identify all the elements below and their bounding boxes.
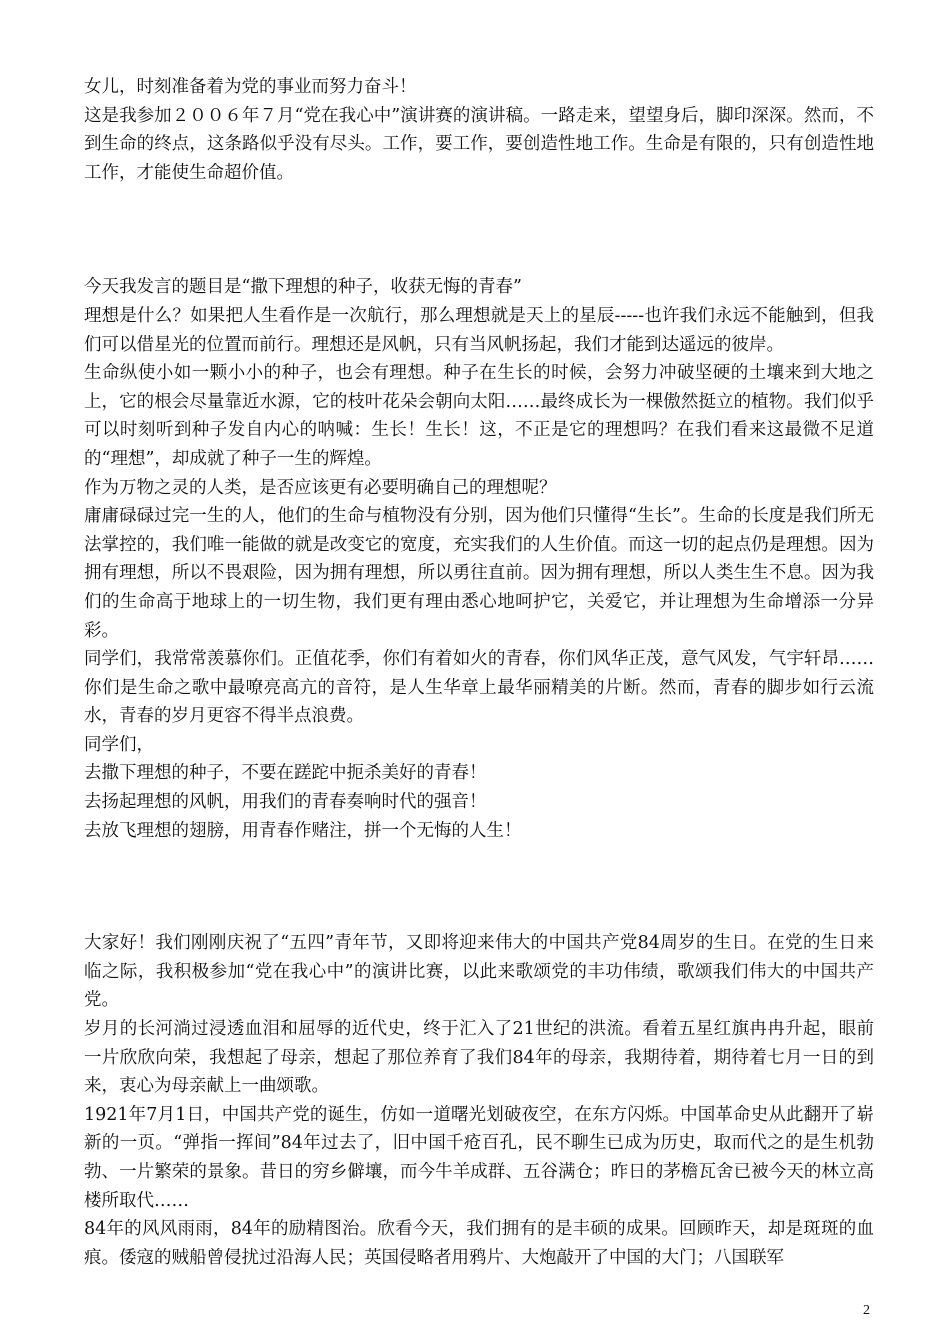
paragraph: 同学们，	[84, 734, 154, 755]
paragraph: 84年的风风雨雨，84年的励精图治。欣看今天，我们拥有的是丰硕的成果。回顾昨天，却是斑斑的血痕。倭寇的贼船曾侵扰过沿海人民；英国侵略者用鸦片、大炮敲开了中国的大门；八国联军	[84, 1219, 874, 1268]
paragraph: 女儿，时刻准备着为党的事业而努力奋斗！	[84, 77, 417, 97]
paragraph: 岁月的长河淌过浸透血泪和屈辱的近代史，终于汇入了21世纪的洪流。看着五星红旗冉冉升起，眼前一片欣欣向荣，我想起了母亲，想起了那位养育了我们84年的母亲，我期待着，期待着七月一日的到来，衷心为母亲献上一曲颂歌。	[84, 1019, 874, 1097]
paragraph: 理想是什么？如果把人生看作是一次航行，那么理想就是天上的星辰-----也许我们永远不能触到，但我们可以借星光的位置而前行。理想还是风帆，只有当风帆扬起，我们才能到达遥远的彼岸。	[84, 305, 874, 355]
paragraph: 去撒下理想的种子，不要在蹉跎中扼杀美好的青春！	[84, 763, 487, 784]
paragraph: 去扬起理想的风帆，用我们的青春奏响时代的强音！	[84, 792, 487, 813]
section-spacer	[84, 845, 874, 929]
document-body	[84, 73, 874, 1272]
paragraph: 同学们，我常常羡慕你们。正值花季，你们有着如火的青春，你们风华正茂，意气风发，气宇轩昂……你们是生命之歌中最嘹亮高亢的音符，是人生华章上最华丽精美的片断。然而，青春的脚步如行云流水，青春的岁月更容不得半点浪费。	[84, 649, 874, 727]
section-postscript	[84, 73, 874, 187]
paragraph: 1921年7月1日，中国共产党的诞生，仿如一道曙光划破夜空，在东方闪烁。中国革命史从此翻开了崭新的一页。“弹指一挥间”84年过去了，旧中国千疮百孔，民不聊生已成为历史，取而代之的是生机勃勃、一片繁荣的景象。昔日的穷乡僻壤，而今牛羊成群、五谷满仓；昨日的茅檐瓦舍已被今天的林立高楼所取代……	[84, 1104, 874, 1211]
page-number: 2	[863, 1303, 870, 1318]
paragraph: 生命纵使小如一颗小小的种子，也会有理想。种子在生长的时候，会努力冲破坚硬的土壤来到大地之上，它的根会尽量靠近水源，它的枝叶花朵会朝向太阳……最终成长为一棵傲然挺立的植物。我们似乎可以时刻听到种子发自内心的呐喊：生长！生长！这，不正是它的理想吗？在我们看来这最微不足道的“理想”，却成就了种子一生的辉煌。	[84, 363, 874, 469]
speech-title-line: 今天我发言的题目是“撒下理想的种子，收获无悔的青春”	[84, 277, 522, 298]
paragraph: 庸庸碌碌过完一生的人，他们的生命与植物没有分别，因为他们只懂得“生长”。生命的长度是我们所无法掌控的，我们唯一能做的就是改变它的宽度，充实我们的人生价值。而这一切的起点仍是理想。因为拥有理想，所以不畏艰险，因为拥有理想，所以勇往直前。因为拥有理想，所以人类生生不息。因为我们的生命高于地球上的一切生物，我们更有理由悉心地呵护它，关爱它，并让理想为生命增添一分异彩。	[84, 506, 874, 641]
paragraph: 作为万物之灵的人类，是否应该更有必要明确自己的理想呢？	[84, 477, 557, 498]
paragraph: 大家好！我们刚刚庆祝了“五四”青年节，又即将迎来伟大的中国共产党84周岁的生日。在党的生日来临之际，我积极参加“党在我心中”的演讲比赛，以此来歌颂党的丰功伟绩，歌颂我们伟大的中国共产党。	[84, 933, 874, 1011]
paragraph: 这是我参加２００６年７月“党在我心中”演讲赛的演讲稿。一路走来，望望身后，脚印深深。然而，不到生命的终点，这条路似乎没有尽头。工作，要工作，要创造性地工作。生命是有限的，只有创造性地工作，才能使生命超价值。	[84, 105, 874, 183]
section-speech-party	[84, 929, 874, 1272]
section-spacer	[84, 187, 874, 273]
section-speech-ideals	[84, 273, 874, 845]
paragraph: 去放飞理想的翅膀，用青春作赌注，拼一个无悔的人生！	[84, 820, 522, 841]
